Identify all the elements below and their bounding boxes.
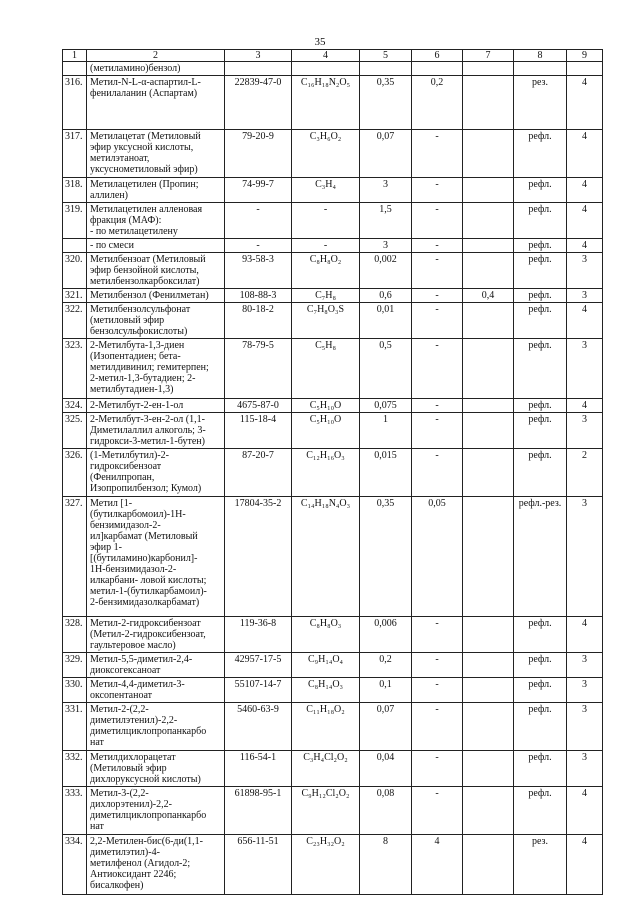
column-header: 3 (225, 50, 292, 62)
table-row (63, 339, 603, 399)
value-col7 (463, 239, 514, 253)
cas-number: 93-58-3 (225, 253, 292, 289)
chemical-formula: C₈H₈O₂ (292, 253, 360, 289)
value-col9: 2 (567, 449, 603, 497)
value-col8: рефл. (514, 751, 567, 787)
row-number: 334. (63, 835, 87, 895)
value-col8: рефл.-рез. (514, 497, 567, 617)
cas-number: 61898-95-1 (225, 787, 292, 835)
value-col5: 0,07 (360, 130, 412, 178)
column-header: 9 (567, 50, 603, 62)
substance-name: 2-Метилбута-1,3-диен (Изопентадиен; бета- метилдивинил; гемитерпен; 2-метил-1,3-бутадиен; 2- метилбутадиен-1,3) (87, 339, 225, 399)
row-number: 329. (63, 653, 87, 678)
value-col9: 4 (567, 203, 603, 239)
value-col9: 3 (567, 289, 603, 303)
value-col7 (463, 678, 514, 703)
row-number (63, 239, 87, 253)
value-col8: рефл. (514, 413, 567, 449)
value-col5: 3 (360, 239, 412, 253)
column-header: 6 (412, 50, 463, 62)
value-col6: - (412, 130, 463, 178)
chemical-formula: C₅H₁₀O (292, 399, 360, 413)
cas-number: 115-18-4 (225, 413, 292, 449)
cas-number: 78-79-5 (225, 339, 292, 399)
table-row (63, 239, 603, 253)
chemical-formula: C₃H₄ (292, 178, 360, 203)
value-col6: - (412, 678, 463, 703)
substance-name: (метиламино)бензол) (87, 62, 225, 76)
table-row (63, 497, 603, 617)
value-col9: 4 (567, 76, 603, 130)
column-header: 2 (87, 50, 225, 62)
value-col6: 4 (412, 835, 463, 895)
cas-number: 80-18-2 (225, 303, 292, 339)
value-col9: 3 (567, 413, 603, 449)
value-col6: - (412, 203, 463, 239)
value-col5: 0,08 (360, 787, 412, 835)
table-row (63, 653, 603, 678)
row-number: 317. (63, 130, 87, 178)
row-number (63, 62, 87, 76)
cas-number: 4675-87-0 (225, 399, 292, 413)
chemical-formula: C₅H₈ (292, 339, 360, 399)
row-number: 318. (63, 178, 87, 203)
substance-name: 2-Метилбут-3-ен-2-ол (1,1- Диметилаллил алкоголь; 3- гидрокси-3-метил-1-бутен) (87, 413, 225, 449)
value-col5 (360, 62, 412, 76)
value-col5: 0,35 (360, 76, 412, 130)
value-col5: 0,04 (360, 751, 412, 787)
table-row (63, 678, 603, 703)
value-col8: рефл. (514, 203, 567, 239)
value-col7 (463, 617, 514, 653)
value-col8: рефл. (514, 130, 567, 178)
substance-name: Метилдихлорацетат (Метиловый эфир дихлоруксусной кислоты) (87, 751, 225, 787)
cas-number: 17804-35-2 (225, 497, 292, 617)
value-col6: 0,05 (412, 497, 463, 617)
chemical-formula: C₁₁H₁₈O₂ (292, 703, 360, 751)
value-col7 (463, 751, 514, 787)
row-number: 321. (63, 289, 87, 303)
value-col9: 3 (567, 497, 603, 617)
value-col9: 4 (567, 239, 603, 253)
page-number: 35 (314, 36, 326, 48)
value-col5: 1 (360, 413, 412, 449)
row-number: 320. (63, 253, 87, 289)
substance-name: Метилацетилен алленовая фракция (МАФ): - по метилацетилену (87, 203, 225, 239)
value-col5: 0,006 (360, 617, 412, 653)
value-col7 (463, 178, 514, 203)
table-row (63, 617, 603, 653)
value-col6: - (412, 787, 463, 835)
substance-name: Метил-N-L-α-аспартил-L- фенилаланин (Аспартам) (87, 76, 225, 130)
value-col8: рефл. (514, 239, 567, 253)
value-col5: 0,075 (360, 399, 412, 413)
value-col6: - (412, 289, 463, 303)
value-col8: рефл. (514, 617, 567, 653)
substance-name: (1-Метилбутил)-2- гидроксибензоат (Фенилпропан, Изопропилбензол; Кумол) (87, 449, 225, 497)
table-row (63, 289, 603, 303)
chemical-formula: C₁₆H₁₈N₂O₅ (292, 76, 360, 130)
value-col7 (463, 449, 514, 497)
row-number: 326. (63, 449, 87, 497)
value-col5: 1,5 (360, 203, 412, 239)
chemical-formula: C₁₄H₁₈N₄O₃ (292, 497, 360, 617)
value-col5: 0,6 (360, 289, 412, 303)
cas-number: 119-36-8 (225, 617, 292, 653)
column-header: 7 (463, 50, 514, 62)
table-row (63, 413, 603, 449)
value-col9 (567, 62, 603, 76)
value-col5: 0,2 (360, 653, 412, 678)
value-col8: рефл. (514, 303, 567, 339)
column-header: 8 (514, 50, 567, 62)
value-col9: 4 (567, 303, 603, 339)
table-row (63, 703, 603, 751)
cas-number: 116-54-1 (225, 751, 292, 787)
value-col5: 0,07 (360, 703, 412, 751)
cas-number: 87-20-7 (225, 449, 292, 497)
table-row (63, 399, 603, 413)
substance-name: Метилбензолсульфонат (метиловый эфир бензолсульфокислоты) (87, 303, 225, 339)
value-col5: 0,01 (360, 303, 412, 339)
value-col8: рефл. (514, 253, 567, 289)
value-col8: рефл. (514, 703, 567, 751)
table-row (63, 203, 603, 239)
chemical-formula: C₈H₁₄O₃ (292, 678, 360, 703)
cas-number: 656-11-51 (225, 835, 292, 895)
value-col6 (412, 62, 463, 76)
value-col6: 0,2 (412, 76, 463, 130)
row-number: 324. (63, 399, 87, 413)
row-number: 322. (63, 303, 87, 339)
value-col8: рефл. (514, 178, 567, 203)
chemical-formula: C₅H₁₀O (292, 413, 360, 449)
value-col6: - (412, 253, 463, 289)
value-col5: 0,1 (360, 678, 412, 703)
cas-number: 5460-63-9 (225, 703, 292, 751)
value-col8: рефл. (514, 678, 567, 703)
cas-number: - (225, 203, 292, 239)
row-number: 332. (63, 751, 87, 787)
value-col8: рефл. (514, 289, 567, 303)
value-col7 (463, 62, 514, 76)
value-col7 (463, 130, 514, 178)
column-header: 1 (63, 50, 87, 62)
chemical-formula: C₃H₆O₂ (292, 130, 360, 178)
chemical-formula: C₂₃H₃₂O₂ (292, 835, 360, 895)
substance-name: Метил [1- (бутилкарбомоил)-1Н- бензимидазол-2- ил]карбамат (Метиловый эфир 1- [(бутиламино)карбонил]- 1Н-бензимидазол-2- илкарбани- ловой кислоты; метил-1-(бутилкарбамоил)- 2-бензимидазолкарбамат) (87, 497, 225, 617)
value-col8: рез. (514, 76, 567, 130)
row-number: 316. (63, 76, 87, 130)
value-col5: 0,002 (360, 253, 412, 289)
substance-name: Метилбензоат (Метиловый эфир бензойной кислоты, метилбензолкарбоксилат) (87, 253, 225, 289)
table-row (63, 62, 603, 76)
chemical-formula: C₇H₈O₃S (292, 303, 360, 339)
value-col7 (463, 399, 514, 413)
chemical-formula: - (292, 239, 360, 253)
value-col9: 4 (567, 399, 603, 413)
substance-name: Метил-2-(2,2- диметилэтенил)-2,2- диметилциклопропанкарбо нат (87, 703, 225, 751)
column-header: 4 (292, 50, 360, 62)
row-number: 330. (63, 678, 87, 703)
column-header: 5 (360, 50, 412, 62)
value-col5: 0,35 (360, 497, 412, 617)
table-row (63, 178, 603, 203)
value-col9: 3 (567, 703, 603, 751)
value-col9: 4 (567, 130, 603, 178)
value-col6: - (412, 399, 463, 413)
header-row (63, 50, 603, 62)
table-row (63, 76, 603, 130)
value-col6: - (412, 339, 463, 399)
chemical-formula (292, 62, 360, 76)
value-col6: - (412, 239, 463, 253)
table-row (63, 130, 603, 178)
row-number: 328. (63, 617, 87, 653)
chemical-formula: C₁₂H₁₆O₃ (292, 449, 360, 497)
value-col8: рефл. (514, 653, 567, 678)
value-col7 (463, 835, 514, 895)
value-col6: - (412, 178, 463, 203)
substance-name: Метилацетат (Метиловый эфир уксусной кислоты, метилэтаноат, уксуснометиловый эфир) (87, 130, 225, 178)
value-col6: - (412, 413, 463, 449)
chemical-formula: C₃H₄Cl₂O₂ (292, 751, 360, 787)
cas-number: 55107-14-7 (225, 678, 292, 703)
value-col9: 4 (567, 178, 603, 203)
value-col6: - (412, 303, 463, 339)
row-number: 319. (63, 203, 87, 239)
substance-name: - по смеси (87, 239, 225, 253)
cas-number: 108-88-3 (225, 289, 292, 303)
substances-table (62, 49, 603, 895)
value-col7 (463, 653, 514, 678)
table-row (63, 253, 603, 289)
value-col6: - (412, 751, 463, 787)
value-col9: 3 (567, 253, 603, 289)
substance-name: Метил-4,4-диметил-3- оксопентаноат (87, 678, 225, 703)
chemical-formula: C₉H₁₄O₄ (292, 653, 360, 678)
value-col5: 0,5 (360, 339, 412, 399)
value-col7 (463, 253, 514, 289)
value-col7: 0,4 (463, 289, 514, 303)
chemical-formula: C₉H₁₂Cl₂O₂ (292, 787, 360, 835)
table-row (63, 787, 603, 835)
value-col9: 3 (567, 339, 603, 399)
substance-name: Метил-5,5-диметил-2,4- диоксогексаноат (87, 653, 225, 678)
value-col9: 3 (567, 678, 603, 703)
substance-name: Метилацетилен (Пропин; аллилен) (87, 178, 225, 203)
value-col8: рефл. (514, 449, 567, 497)
value-col9: 4 (567, 787, 603, 835)
cas-number (225, 62, 292, 76)
row-number: 327. (63, 497, 87, 617)
chemical-formula: C₈H₈O₃ (292, 617, 360, 653)
value-col5: 3 (360, 178, 412, 203)
value-col6: - (412, 703, 463, 751)
cas-number: - (225, 239, 292, 253)
chemical-formula: - (292, 203, 360, 239)
value-col8 (514, 62, 567, 76)
value-col7 (463, 203, 514, 239)
row-number: 323. (63, 339, 87, 399)
value-col7 (463, 787, 514, 835)
substance-name: 2-Метилбут-2-ен-1-ол (87, 399, 225, 413)
row-number: 325. (63, 413, 87, 449)
row-number: 331. (63, 703, 87, 751)
value-col6: - (412, 653, 463, 678)
value-col7 (463, 339, 514, 399)
table-row (63, 751, 603, 787)
table-row (63, 449, 603, 497)
value-col9: 3 (567, 751, 603, 787)
value-col5: 8 (360, 835, 412, 895)
substance-name: Метил-2-гидроксибензоат (Метил-2-гидроксибензоат, гаультеровое масло) (87, 617, 225, 653)
chemical-formula: C₇H₈ (292, 289, 360, 303)
cas-number: 22839-47-0 (225, 76, 292, 130)
value-col7 (463, 76, 514, 130)
cas-number: 79-20-9 (225, 130, 292, 178)
value-col9: 4 (567, 617, 603, 653)
table-row (63, 835, 603, 895)
value-col5: 0,015 (360, 449, 412, 497)
value-col9: 3 (567, 653, 603, 678)
substance-name: Метилбензол (Фенилметан) (87, 289, 225, 303)
value-col9: 4 (567, 835, 603, 895)
substance-name: Метил-3-(2,2- дихлорэтенил)-2,2- диметилциклопропанкарбо нат (87, 787, 225, 835)
cas-number: 74-99-7 (225, 178, 292, 203)
value-col8: рефл. (514, 339, 567, 399)
row-number: 333. (63, 787, 87, 835)
value-col6: - (412, 617, 463, 653)
value-col7 (463, 413, 514, 449)
substance-name: 2,2-Метилен-бис(6-ди(1,1- диметилэтил)-4- метилфенол (Агидол-2; Антиоксидант 2246; бисалкофен) (87, 835, 225, 895)
value-col8: рез. (514, 835, 567, 895)
value-col6: - (412, 449, 463, 497)
value-col7 (463, 303, 514, 339)
cas-number: 42957-17-5 (225, 653, 292, 678)
value-col8: рефл. (514, 787, 567, 835)
value-col7 (463, 497, 514, 617)
value-col8: рефл. (514, 399, 567, 413)
table-row (63, 303, 603, 339)
value-col7 (463, 703, 514, 751)
